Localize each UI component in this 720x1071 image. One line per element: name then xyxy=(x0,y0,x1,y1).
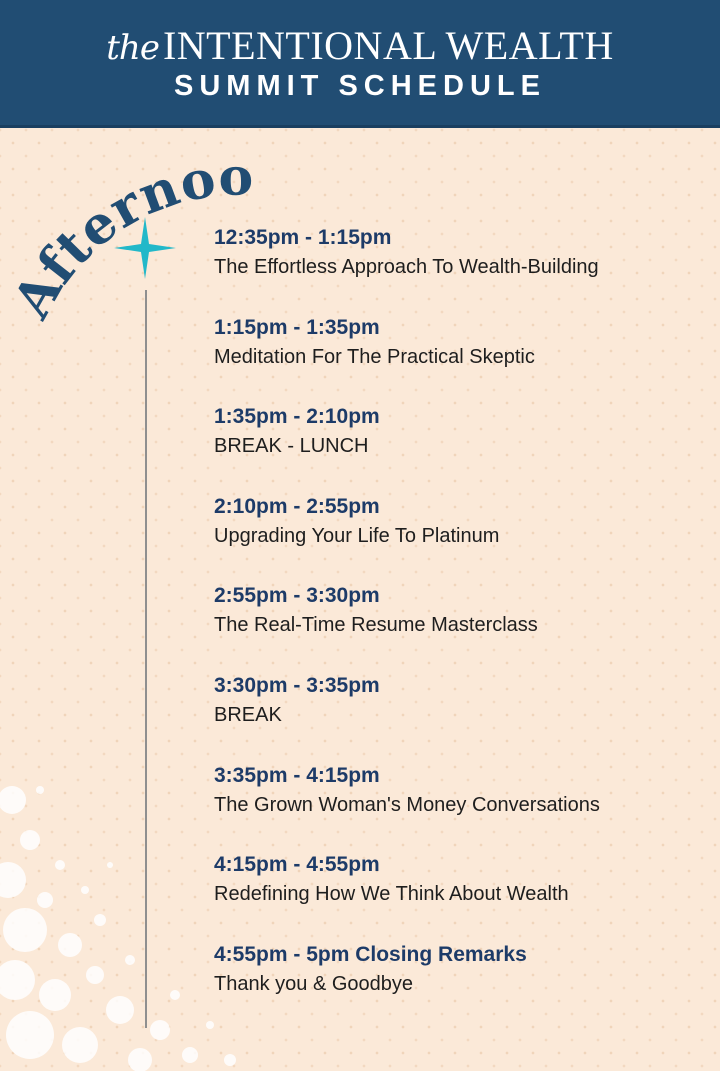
section-title: Afternoo xyxy=(1,146,255,328)
event-title xyxy=(0,22,720,69)
session-title: BREAK - LUNCH xyxy=(214,435,369,458)
session-time: 4:15pm - 4:55pm xyxy=(214,853,380,877)
schedule-item xyxy=(214,582,600,672)
schedule-item xyxy=(214,314,600,404)
schedule-item xyxy=(214,224,600,314)
four-point-star-icon xyxy=(112,215,178,281)
session-title: The Grown Woman's Money Conversations xyxy=(214,793,600,816)
session-title: Redefining How We Think About Wealth xyxy=(214,883,569,906)
title-prefix: the xyxy=(106,28,159,68)
schedule-list xyxy=(214,224,600,1030)
session-title: The Real-Time Resume Masterclass xyxy=(214,614,538,637)
schedule-subtitle: SUMMIT SCHEDULE xyxy=(174,70,546,102)
header-banner xyxy=(0,0,720,128)
session-time: 3:35pm - 4:15pm xyxy=(214,763,380,787)
schedule-item xyxy=(214,851,600,941)
session-time: 4:55pm - 5pm Closing Remarks xyxy=(214,942,527,966)
schedule-item xyxy=(214,672,600,762)
schedule-item xyxy=(214,403,600,493)
schedule-item xyxy=(214,941,600,1031)
session-title: Meditation For The Practical Skeptic xyxy=(214,345,535,368)
session-title: Thank you & Goodbye xyxy=(214,972,414,995)
schedule-item xyxy=(214,762,600,852)
session-time: 1:35pm - 2:10pm xyxy=(214,405,380,429)
session-title: The Effortless Approach To Wealth-Building xyxy=(214,256,599,278)
schedule-item xyxy=(214,493,600,583)
session-time: 1:15pm - 1:35pm xyxy=(214,315,380,339)
session-time: 12:35pm - 1:15pm xyxy=(214,226,392,249)
session-time: 3:30pm - 3:35pm xyxy=(214,673,380,697)
session-time: 2:10pm - 2:55pm xyxy=(214,494,380,518)
session-title: Upgrading Your Life To Platinum xyxy=(214,524,500,547)
session-time: 2:55pm - 3:30pm xyxy=(214,584,380,608)
title-main: INTENTIONAL WEALTH xyxy=(162,23,614,68)
session-title: BREAK xyxy=(214,703,282,726)
